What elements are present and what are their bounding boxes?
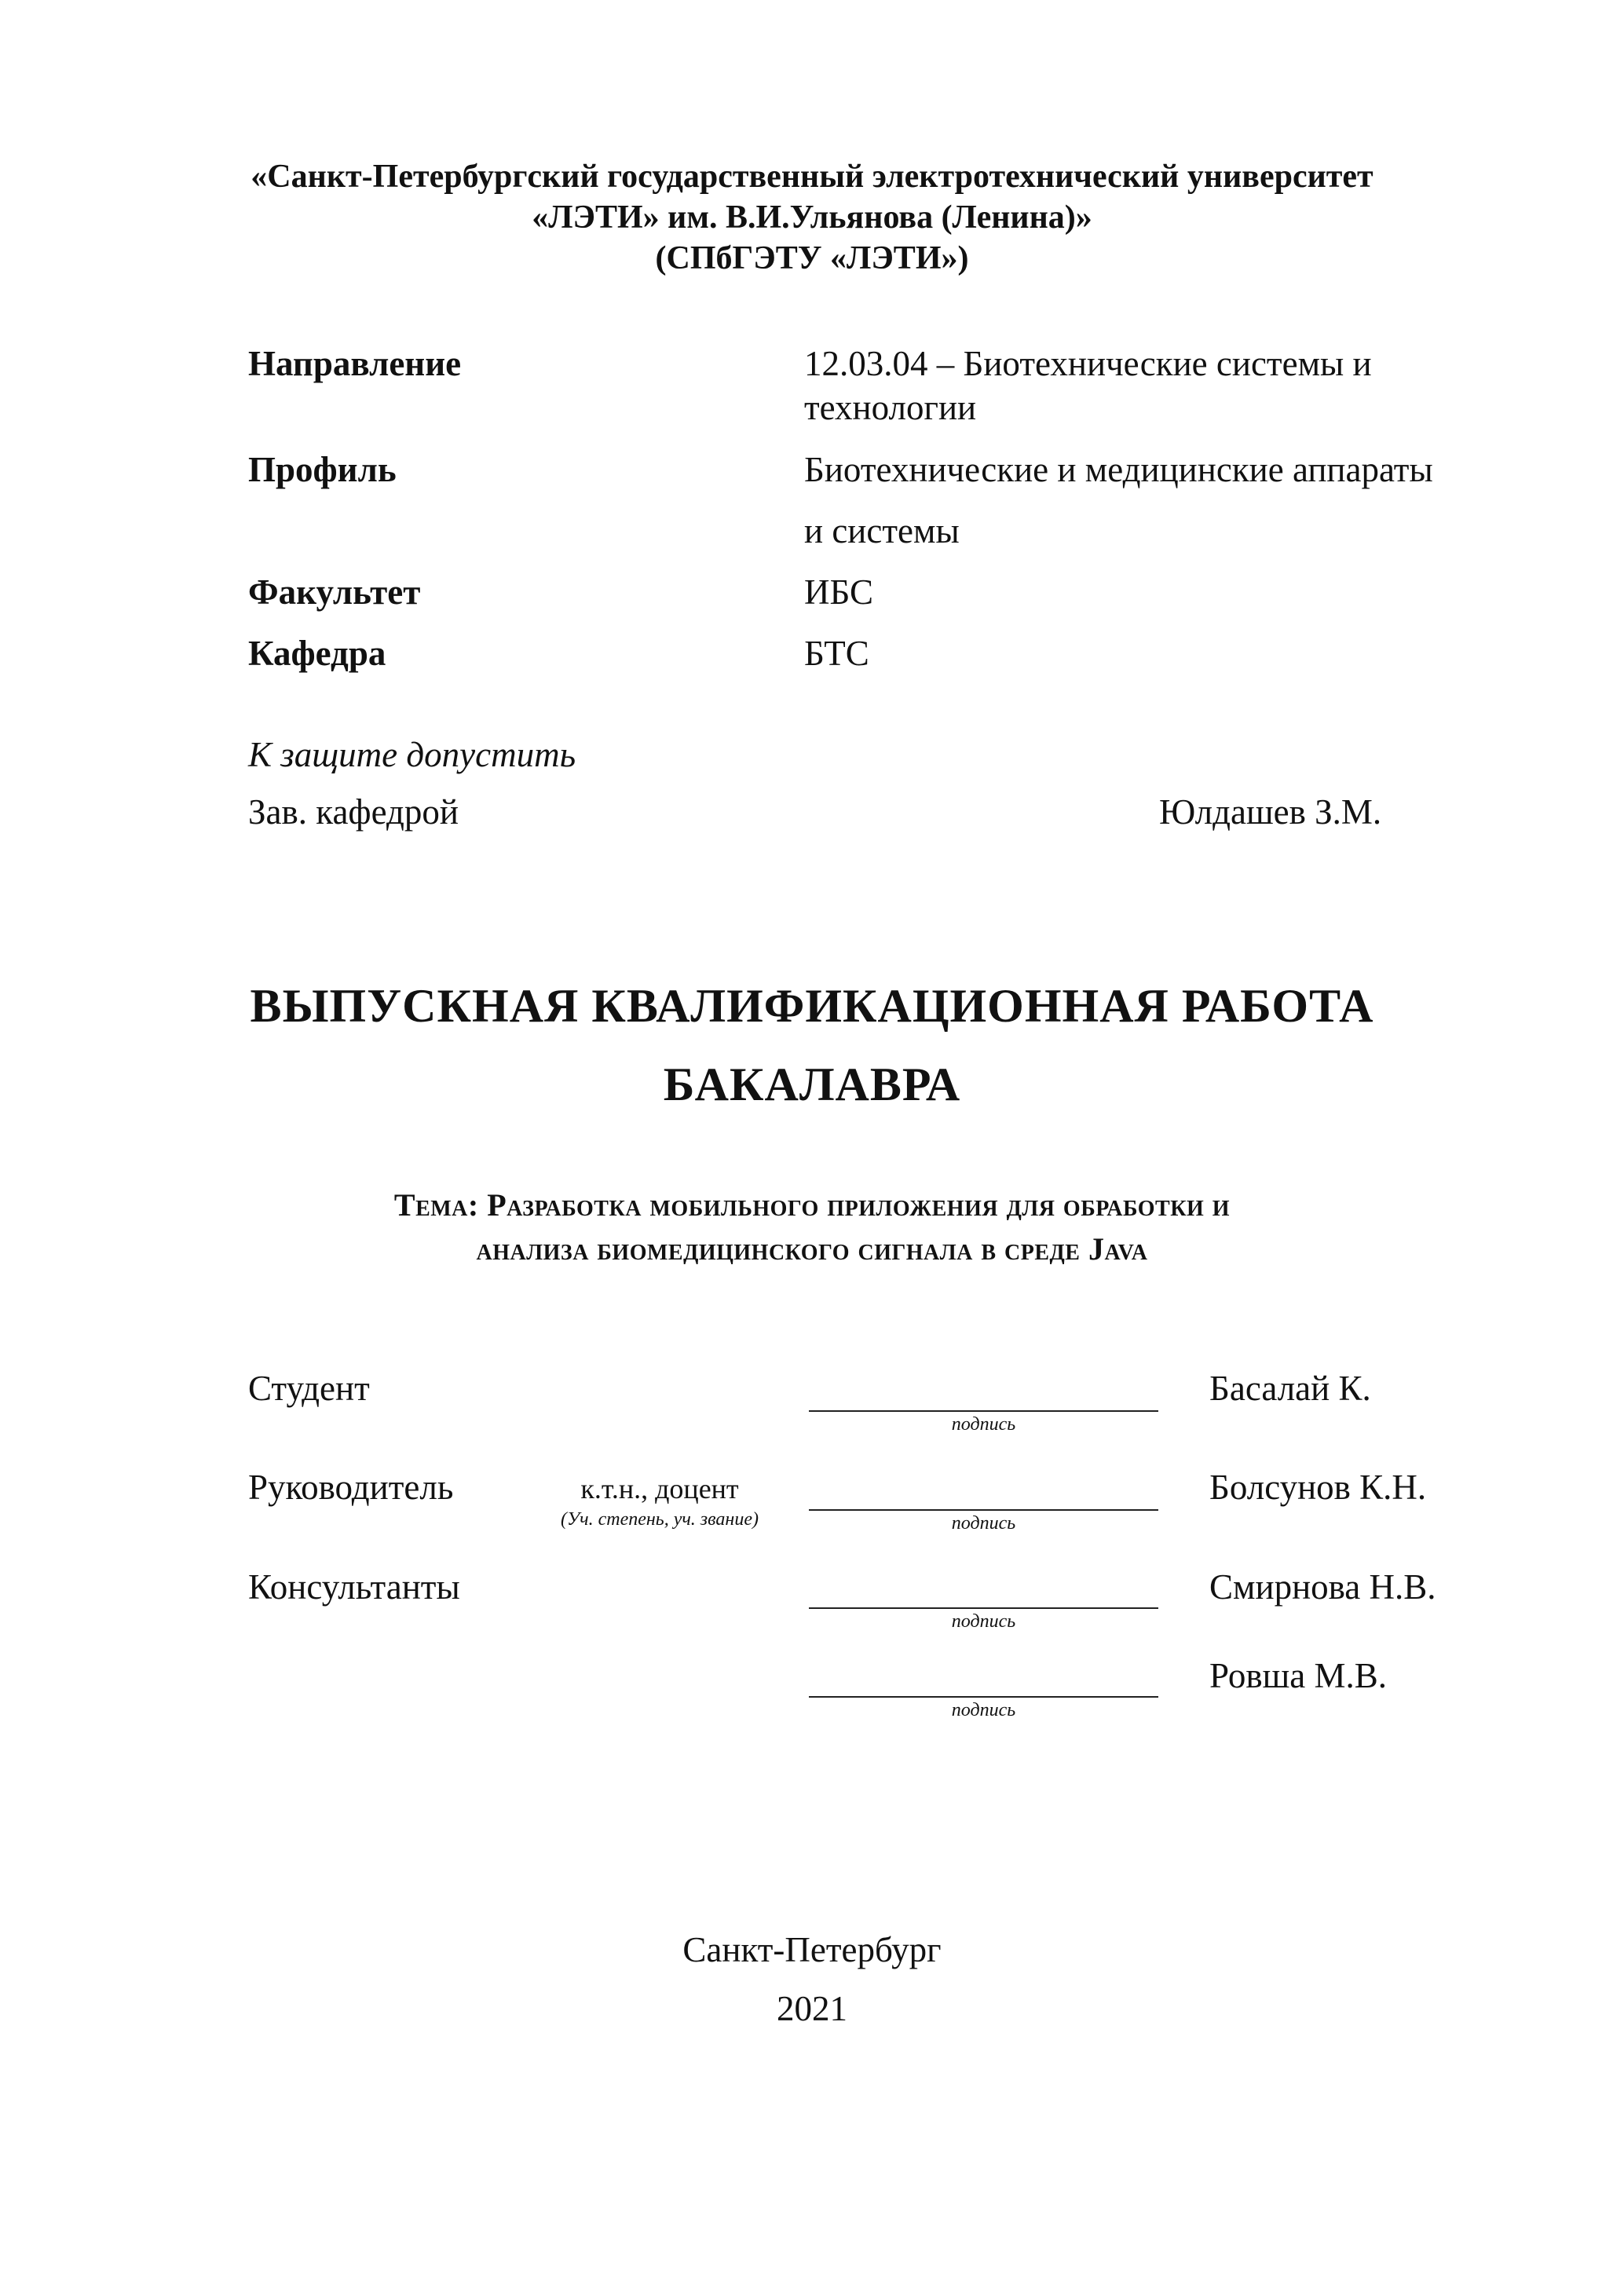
consultants-label: Консультанты	[248, 1567, 460, 1607]
direction-label: Направление	[248, 344, 462, 383]
profile-value-line2: и системы	[804, 511, 960, 550]
supervisor-name: Болсунов К.Н.	[1209, 1468, 1427, 1507]
consultant2-signature-caption: подпись	[951, 1700, 1016, 1720]
head-of-department-name: Юлдашев З.М.	[1159, 792, 1382, 832]
consultant2-name: Ровша М.В.	[1209, 1656, 1388, 1695]
student-signature-caption: подпись	[951, 1414, 1016, 1435]
consultant1-signature-line	[809, 1607, 1158, 1609]
consultant2-signature-line	[809, 1696, 1158, 1698]
profile-label: Профиль	[248, 450, 397, 489]
student-signature-line	[809, 1410, 1158, 1412]
faculty-label: Факультет	[248, 572, 421, 612]
university-abbreviation: (СПбГЭТУ «ЛЭТИ»)	[655, 240, 969, 276]
supervisor-label: Руководитель	[248, 1468, 454, 1507]
year: 2021	[777, 1989, 847, 2028]
thesis-title-line2: БАКАЛАВРА	[663, 1058, 961, 1110]
admission-note: К защите допустить	[248, 735, 576, 774]
city: Санкт-Петербург	[682, 1930, 942, 1969]
faculty-value: ИБС	[804, 572, 874, 612]
supervisor-degree: к.т.н., доцент	[580, 1473, 739, 1504]
consultant1-name: Смирнова Н.В.	[1209, 1567, 1436, 1607]
university-name-line2: «ЛЭТИ» им. В.И.Ульянова (Ленина)»	[532, 199, 1092, 236]
supervisor-signature-line	[809, 1509, 1158, 1511]
supervisor-degree-caption: (Уч. степень, уч. звание)	[561, 1509, 759, 1530]
direction-value-line1: 12.03.04 – Биотехнические системы и	[804, 344, 1372, 383]
topic-line2: анализа биомедицинского сигнала в среде Java	[476, 1231, 1148, 1267]
university-name-line1: «Санкт-Петербургский государственный электротехнический университет	[251, 159, 1373, 195]
department-value: БТС	[804, 634, 869, 673]
student-name: Басалай К.	[1209, 1369, 1371, 1408]
head-of-department-label: Зав. кафедрой	[248, 792, 459, 832]
supervisor-signature-caption: подпись	[951, 1513, 1016, 1534]
thesis-title-line1: ВЫПУСКНАЯ КВАЛИФИКАЦИОННАЯ РАБОТА	[250, 980, 1374, 1032]
profile-value-line1: Биотехнические и медицинские аппараты	[804, 450, 1433, 489]
student-label: Студент	[248, 1369, 370, 1408]
topic-line1: Тема: Разработка мобильного приложения для обработки и	[393, 1187, 1231, 1223]
direction-value-line2: технологии	[804, 388, 977, 427]
department-label: Кафедра	[248, 634, 386, 673]
consultant1-signature-caption: подпись	[951, 1611, 1016, 1632]
